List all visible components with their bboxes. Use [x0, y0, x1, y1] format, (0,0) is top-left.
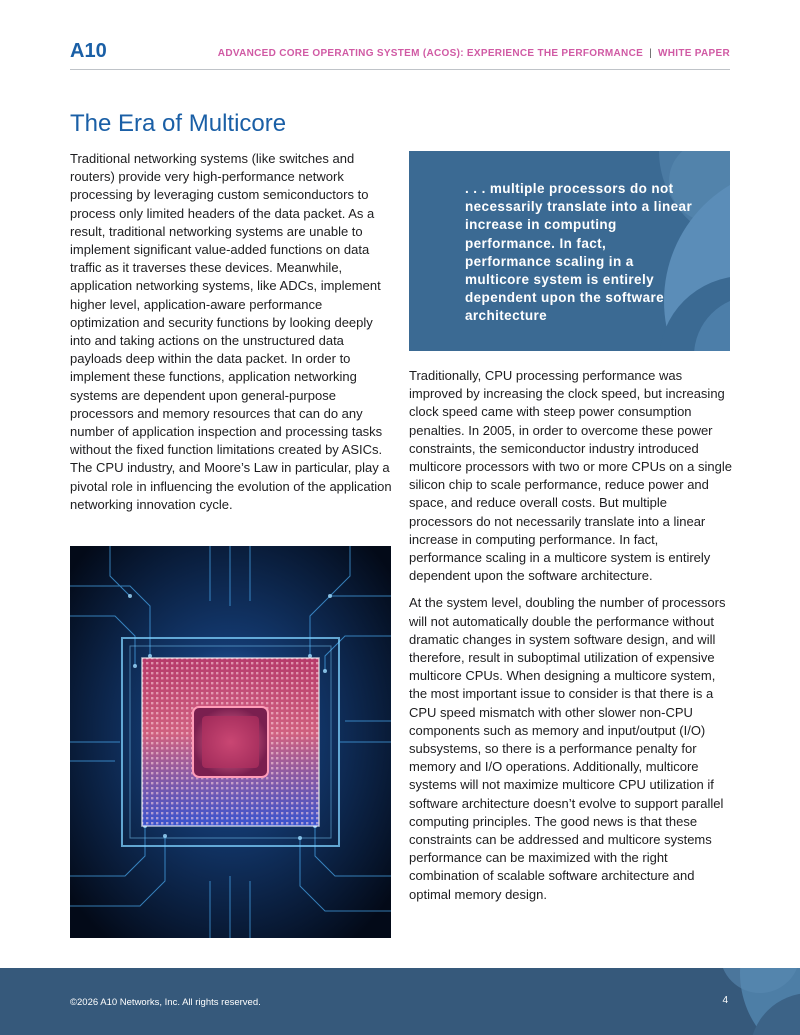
pull-quote-box	[409, 151, 730, 351]
processor-chip-image	[70, 546, 391, 938]
logo-text: A10	[70, 40, 107, 60]
right-paragraph-2: At the system level, doubling the number of processors will not automatically double the performance without dramatic changes in system software design, and will therefore, result in suboptimal utilization of expensive multicore CPUs. When designing a multicore system, the most important issue to consider is that there is a CPU speed mismatch with other slower non-CPU components such as memory and input/output (I/O) subsystems, so there is a performance penalty for memory and I/O operations. Additionally, multicore systems will not maximize multicore CPU utilization if software architecture doesn’t evolve to support parallel computing principles. The good news is that these constraints can be addressed and multicore systems performance can be maximized with the right combination of scalable software architecture and optimal memory design.	[409, 595, 726, 902]
header-divider	[70, 69, 730, 70]
header-separator: |	[649, 48, 652, 59]
processor-chip-icon	[70, 546, 391, 938]
right-paragraph-1: Traditionally, CPU processing performance was improved by increasing the clock speed, but increasing clock speed came with steep power consumption penalties. In 2005, in order to overcome these power constraints, the semiconductor industry introduced multicore processors with two or more CPUs on a single silicon chip to scale performance, reduce power and space, and reduce overall costs. But multiple processors do not necessarily translate into a linear increase in computing performance. In fact, performance scaling in a multicore system is entirely dependent upon the software architecture.	[409, 368, 732, 584]
pull-quote-text: . . . multiple processors do not necessarily translate into a linear increase in computing performance. In fact, performance scaling in a multicore system is entirely dependent upon the software architecture	[465, 181, 693, 324]
left-paragraph-1: Traditional networking systems (like switches and routers) provide very high-performance network processing by leveraging custom semiconductors to process only limited headers of the data packet. As a result, traditional networking systems are unable to implement significant value-added functions on data traffic as it traverses these devices. Meanwhile, application networking systems, like ADCs, implement higher level, application-aware performance optimization and security functions by looking deeply into and taking actions on the unstructured data payloads deep within the data packet. In order to implement these functions, application networking systems are dependent upon general-purpose processors and memory resources that can do any number of application inspection and processing tasks without the fixed function limitations created by ASICs. The CPU industry, and Moore’s Law in particular, play a pivotal role in influencing the evolution of the application networking innovation cycle.	[70, 151, 392, 512]
a10-logo	[70, 40, 116, 60]
header-doc-type: WHITE PAPER	[657, 48, 730, 59]
footer-copyright: ©2026 A10 Networks, Inc. All rights reserved.	[70, 997, 261, 1008]
left-column	[70, 150, 395, 514]
running-header	[218, 48, 730, 59]
right-column	[409, 367, 734, 913]
page-footer	[0, 968, 800, 1035]
page-number: 4	[722, 995, 728, 1006]
section-title: The Era of Multicore	[70, 110, 287, 137]
header-doc-title: ADVANCED CORE OPERATING SYSTEM (ACOS): EXPERIENCE THE PERFORMANCE	[217, 48, 644, 59]
